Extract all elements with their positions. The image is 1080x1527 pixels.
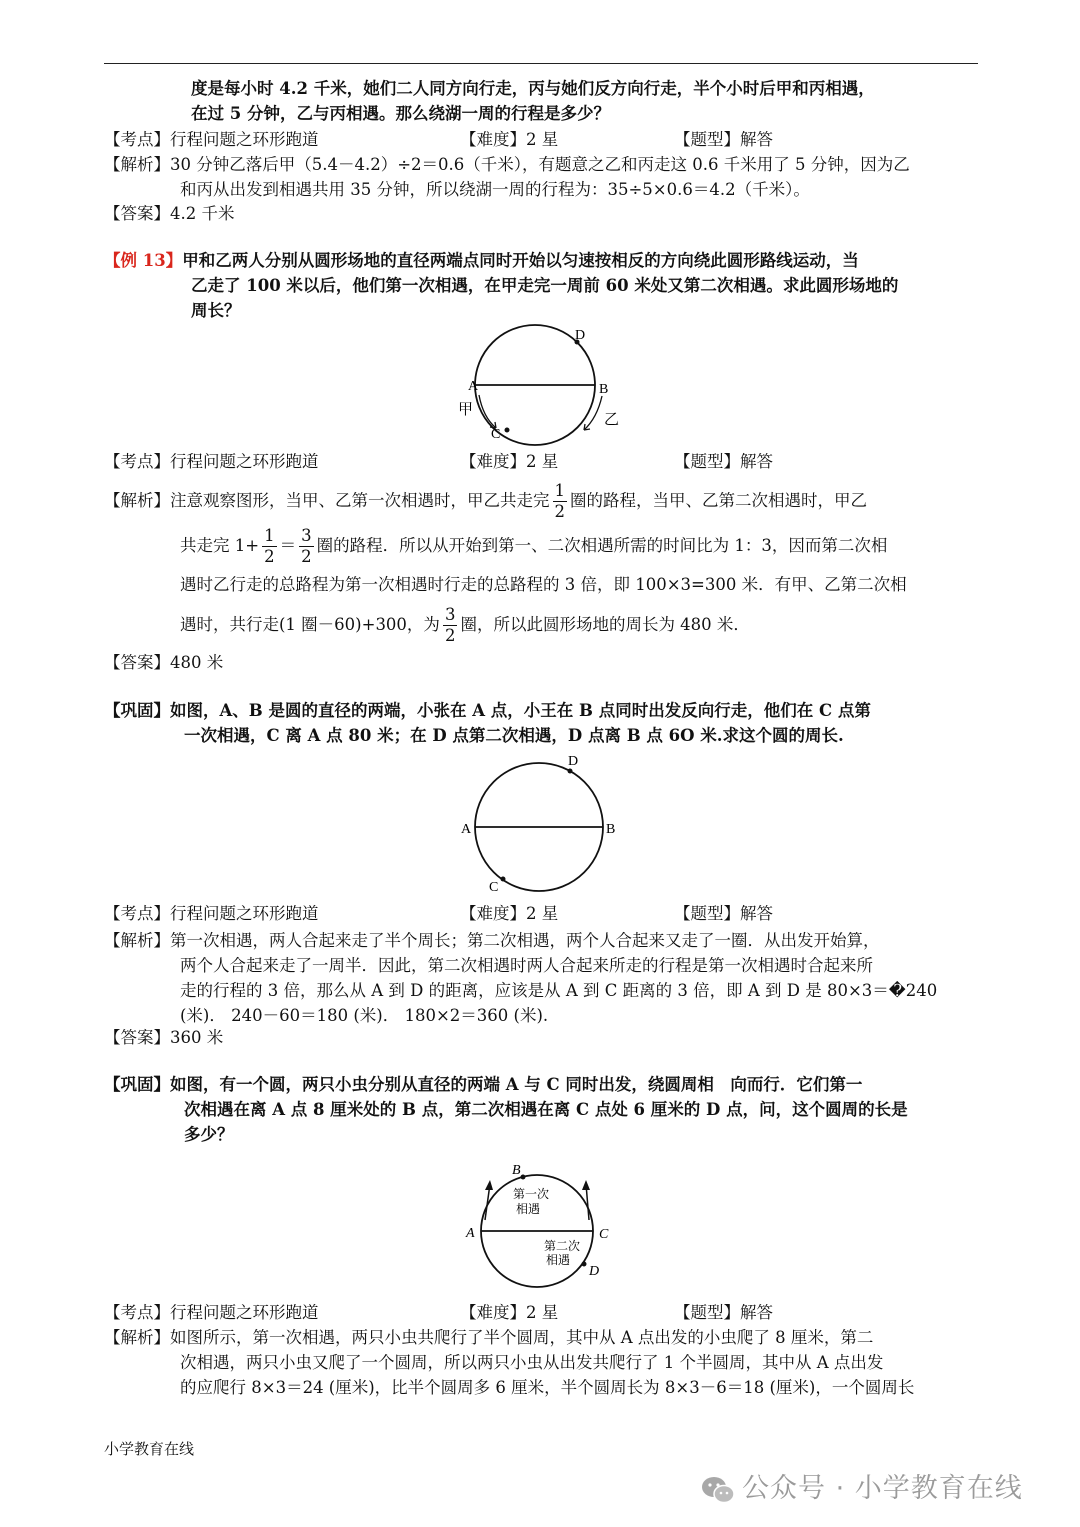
label-a: A xyxy=(461,822,472,837)
answer-3: 【答案】360 米 xyxy=(104,1028,224,1047)
fraction-half xyxy=(262,526,277,567)
jiexi-text: 圈的路程．所以从开始到第一、二次相遇所需的时间比为 1：3，因而第二次相 xyxy=(316,536,888,555)
jiexi-3 xyxy=(104,928,978,1028)
fraction-denominator: 2 xyxy=(264,547,275,566)
gonggu-2 xyxy=(104,1072,978,1147)
prev-problem-line: 度是每小时 4.2 千米，她们二人同方向行走，丙与她们反方向行走，半个小时后甲和丙相遇， xyxy=(191,79,875,98)
jiexi-2 xyxy=(104,478,978,647)
tixing-label: 【题型】解答 xyxy=(674,130,773,149)
label-second-meet: 相遇 xyxy=(546,1253,571,1267)
jiexi-text: 遇时，共行走(1 圈－60)+300，为 xyxy=(180,615,440,634)
circle-diagram-3 xyxy=(460,1158,620,1298)
circle-diagram-2 xyxy=(455,752,630,897)
label-d: D xyxy=(568,754,579,769)
fraction-half xyxy=(553,481,568,522)
jiexi-4 xyxy=(104,1325,978,1400)
nandu-label: 【难度】2 星 xyxy=(460,1303,559,1322)
label-b: B xyxy=(599,382,609,397)
gonggu-line: 如图，A、B 是圆的直径的两端，小张在 A 点，小王在 B 点同时出发反向行走，他们在 C 点第 xyxy=(170,701,871,720)
jiexi-line: (米)． 240－60＝180 (米)． 180×2＝360 (米). xyxy=(180,1006,549,1025)
jiexi-text: 注意观察图形，当甲、乙第一次相遇时，甲乙共走完 xyxy=(170,491,550,510)
fraction-numerator: 1 xyxy=(554,481,565,500)
arrowhead-right xyxy=(582,1180,590,1190)
point-c xyxy=(501,877,506,882)
jiexi-text: 遇时乙行走的总路程为第一次相遇时行走的总路程的 3 倍，即 100×3=300 米．有甲、乙第二次相 xyxy=(180,575,907,594)
point-d xyxy=(582,1262,587,1267)
jiexi-1 xyxy=(104,152,978,202)
arrowhead-left xyxy=(485,1180,493,1190)
jiexi-line: 走的行程的 3 倍，那么从 A 到 D 的距离，应该是从 A 到 C 距离的 3 倍，即 A 到 D 是 80×3＝�240 xyxy=(180,981,938,1000)
label-a: A xyxy=(468,379,479,394)
jiexi-line: 第一次相遇，两人合起来走了半个周长；第二次相遇，两个人合起来又走了一圈．从出发开始算， xyxy=(170,931,880,950)
gonggu-line: 多少？ xyxy=(184,1125,234,1144)
gonggu-1 xyxy=(104,698,978,748)
jiexi-label: 【解析】 xyxy=(104,1328,170,1347)
nandu-label: 【难度】2 星 xyxy=(460,130,559,149)
label-c: C xyxy=(491,427,501,442)
gonggu-line: 如图，有一个圆，两只小虫分别从直径的两端 A 与 C 同时出发，绕圆周相 向而行．它们第一 xyxy=(170,1075,863,1094)
example-13 xyxy=(104,248,978,323)
point-b xyxy=(521,1175,526,1180)
fraction-numerator: 3 xyxy=(444,605,456,624)
fraction-denominator: 2 xyxy=(444,626,456,645)
label-first-meet: 第一次 xyxy=(513,1187,550,1201)
prev-problem-line: 在过 5 分钟，乙与丙相遇。那么绕湖一周的行程是多少？ xyxy=(191,104,610,123)
jiexi-line: 两个人合起来走了一周半．因此，第二次相遇时两人合起来所走的行程是第一次相遇时合起来所 xyxy=(180,956,873,975)
tixing-label: 【题型】解答 xyxy=(674,1303,773,1322)
jiexi-label: 【解析】 xyxy=(104,931,170,950)
kaodian-label: 【考点】行程问题之环形跑道 xyxy=(104,452,319,471)
fraction-three-halves xyxy=(443,605,458,646)
example-tag: 【例 13】 xyxy=(104,251,183,270)
point-c xyxy=(505,428,510,433)
example-line: 周长？ xyxy=(191,301,241,320)
fraction-numerator: 3 xyxy=(301,526,312,545)
label-d: D xyxy=(589,1264,600,1279)
jiexi-line: 次相遇，两只小虫又爬了一个圆周，所以两只小虫从出发共爬行了 1 个半圆周，其中从 A 点出发 xyxy=(180,1353,884,1372)
meta-row-4 xyxy=(104,1300,978,1325)
fraction-denominator: 2 xyxy=(301,547,312,566)
circle-diagram-1 xyxy=(450,322,630,447)
label-c: C xyxy=(599,1227,609,1242)
label-first-meet: 相遇 xyxy=(516,1202,541,1216)
gonggu-tag: 【巩固】 xyxy=(104,1075,170,1094)
tixing-label: 【题型】解答 xyxy=(674,452,773,471)
kaodian-label: 【考点】行程问题之环形跑道 xyxy=(104,130,319,149)
label-jia: 甲 xyxy=(458,400,474,418)
label-b: B xyxy=(512,1163,521,1178)
fraction-denominator: 2 xyxy=(554,502,565,521)
label-d: D xyxy=(575,328,586,343)
page-footer: 小学教育在线 xyxy=(104,1440,195,1458)
gonggu-tag: 【巩固】 xyxy=(104,701,170,720)
jiexi-line: 的应爬行 8×3＝24 (厘米)，比半个圆周多 6 厘米，半个圆周长为 8×3－6＝18 (厘米)，一个圆周长 xyxy=(180,1378,915,1397)
example-line: 乙走了 100 米以后，他们第一次相遇，在甲走完一周前 60 米处又第二次相遇。求此圆形场地的 xyxy=(191,276,899,295)
label-b: B xyxy=(606,822,616,837)
meta-row-2 xyxy=(104,449,978,474)
meta-row-1 xyxy=(104,127,978,152)
answer-1: 【答案】4.2 千米 xyxy=(104,204,235,223)
wechat-icon xyxy=(700,1474,736,1506)
header-rule xyxy=(104,63,978,64)
gonggu-line: 次相遇在离 A 点 8 厘米处的 B 点，第二次相遇在离 C 点处 6 厘米的 D 点，问，这个圆周的长是 xyxy=(184,1100,908,1119)
jiexi-text: 圈的路程，当甲、乙第二次相遇时，甲乙 xyxy=(570,491,867,510)
jiexi-text: 圈，所以此圆形场地的周长为 480 米． xyxy=(460,615,750,634)
fraction-numerator: 1 xyxy=(264,526,275,545)
jiexi-line: 如图所示，第一次相遇，两只小虫共爬行了半个圆周，其中从 A 点出发的小虫爬了 8 厘米，第二 xyxy=(170,1328,874,1347)
label-c: C xyxy=(489,880,499,895)
watermark-text: 公众号 · 小学教育在线 xyxy=(742,1473,1023,1504)
fraction-three-halves xyxy=(299,526,314,567)
kaodian-label: 【考点】行程问题之环形跑道 xyxy=(104,904,319,923)
jiexi-text: 共走完 1+ xyxy=(180,536,260,555)
point-d xyxy=(568,769,573,774)
label-yi: 乙 xyxy=(604,410,620,428)
label-a: A xyxy=(466,1226,475,1241)
tixing-label: 【题型】解答 xyxy=(674,904,773,923)
kaodian-label: 【考点】行程问题之环形跑道 xyxy=(104,1303,319,1322)
jiexi-label: 【解析】 xyxy=(104,155,170,174)
example-line: 甲和乙两人分别从圆形场地的直径两端点同时开始以匀速按相反的方向绕此圆形路线运动，当 xyxy=(182,251,859,270)
gonggu-line: 一次相遇，C 离 A 点 80 米；在 D 点第二次相遇，D 点离 B 点 6O 米.求这个圆的周长. xyxy=(184,726,844,745)
prev-problem-text xyxy=(104,76,1065,126)
jiexi-text: ＝ xyxy=(279,536,297,555)
jiexi-label: 【解析】 xyxy=(104,491,170,510)
nandu-label: 【难度】2 星 xyxy=(460,452,559,471)
watermark xyxy=(700,1466,1023,1506)
meta-row-3 xyxy=(104,901,978,926)
jiexi-line: 30 分钟乙落后甲（5.4－4.2）÷2＝0.6（千米），有题意之乙和丙走这 0.6 千米用了 5 分钟，因为乙 xyxy=(170,155,910,174)
label-second-meet: 第二次 xyxy=(544,1239,581,1253)
jiexi-line: 和丙从出发到相遇共用 35 分钟，所以绕湖一周的行程为：35÷5×0.6＝4.2（千米）。 xyxy=(180,180,810,199)
nandu-label: 【难度】2 星 xyxy=(460,904,559,923)
answer-2: 【答案】480 米 xyxy=(104,653,224,672)
